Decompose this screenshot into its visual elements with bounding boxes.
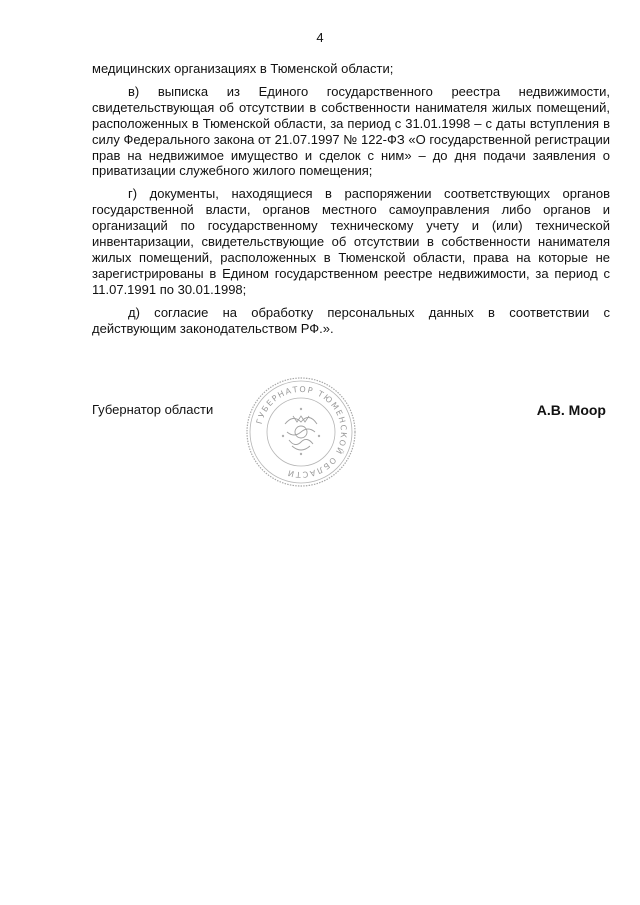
seal-ring-text: ГУБЕРНАТОР ТЮМЕНСКОЙ ОБЛАСТИ [254, 384, 349, 480]
page-number: 4 [316, 30, 324, 45]
paragraph-item-d: д) согласие на обработку персональных данных в соответствии с действующим законодательством РФ.». [92, 304, 610, 336]
paragraph-continuation: медицинских организациях в Тюменской области; [92, 61, 394, 76]
signatory-name: А.В. Моор [536, 402, 606, 418]
paragraph-item-g: г) документы, находящиеся в распоряжении соответствующих органов государственной власти, органов местного самоуправления либо органов и организаций по государственному техническому учету и (или) технической инвентаризации, свидетельствующие об отсутствии в собственности нанимателя жилых помещений, расположенных в Тюменской области, права на которые не зарегистрированы в Едином государственном реестре недвижимости, за период с 11.07.1991 по 30.01.1998; [92, 186, 610, 297]
signatory-position: Губернатор области [92, 402, 214, 417]
official-seal [245, 376, 357, 488]
paragraph-item-v: в) выписка из Единого государственного реестра недвижимости, свидетельствующая об отсутствии в собственности нанимателя жилых помещений, расположенных в Тюменской области, за период с 31.01.1998 – с даты вступления в силу Федерального закона от 21.07.1997 № 122-ФЗ «О государственной регистрации прав на недвижимое имущество и сделок с ним» – до дня подачи заявления о приватизации служебного жилого помещения; [92, 83, 610, 179]
document-body [92, 61, 610, 337]
